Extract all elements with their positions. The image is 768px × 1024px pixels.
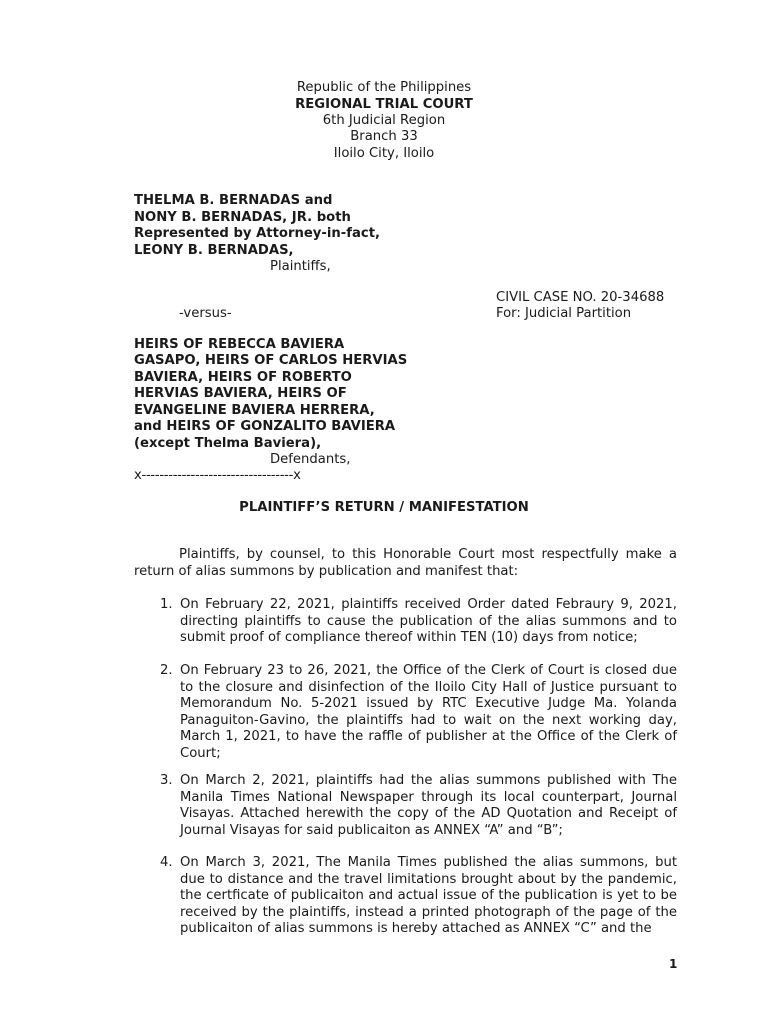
caption-separator: x----------------------------------x (134, 468, 301, 483)
header-republic: Republic of the Philippines (296, 80, 472, 95)
header-city: Iloilo City, Iloilo (333, 146, 435, 161)
versus-label: -versus- (179, 306, 232, 321)
header-court: REGIONAL TRIAL COURT (295, 97, 473, 112)
plaintiff-line: Represented by Attorney-in-fact, (134, 226, 381, 241)
defendant-line: (except Thelma Baviera), (134, 436, 322, 451)
defendant-line: HEIRS OF REBECCA BAVIERA (134, 337, 345, 352)
document-title: PLAINTIFF’S RETURN / MANIFESTATION (239, 500, 529, 515)
item-text: On February 23 to 26, 2021, the Office of the Clerk of Court is closed due to the closure and disinfection of the Iloilo City Hall of Justice pursuant to Memorandum No. 5-2021 issued by RTC Executive Judge Ma. Yolanda Panaguiton-Gavino, the plaintiffs had to wait on the next working day, March 1, 2021, to have the raffle of publisher at the Office of the Clerk of Court; (180, 663, 677, 761)
item-text: On March 2, 2021, plaintiffs had the alias summons published with The Manila Times National Newspaper through its local counterpart, Journal Visayas. Attached herewith the copy of the AD Quotation and Receipt of Journal Visayas for said publicaiton as ANNEX “A” and “B”; (180, 773, 677, 838)
item-number: 1. (160, 597, 173, 612)
item-number: 4. (160, 855, 173, 870)
item-text: On February 22, 2021, plaintiffs received Order dated Febraury 9, 2021, directing plaintiffs to cause the publication of the alias summons and to submit proof of compliance thereof within TEN (10) days from notice; (180, 597, 677, 645)
plaintiffs-role: Plaintiffs, (270, 259, 331, 274)
defendant-line: EVANGELINE BAVIERA HERRERA, (134, 403, 375, 418)
item-number: 2. (160, 663, 173, 678)
item-number: 3. (160, 773, 173, 788)
header-region: 6th Judicial Region (322, 113, 446, 128)
defendant-line: HERVIAS BAVIERA, HEIRS OF (134, 386, 347, 401)
defendant-line: and HEIRS OF GONZALITO BAVIERA (134, 419, 396, 434)
defendant-line: GASAPO, HEIRS OF CARLOS HERVIAS (134, 353, 408, 368)
defendants-role: Defendants, (270, 452, 351, 467)
case-subject: For: Judicial Partition (496, 306, 632, 321)
defendant-line: BAVIERA, HEIRS OF ROBERTO (134, 370, 352, 385)
page-number: 1 (669, 957, 678, 971)
case-number: CIVIL CASE NO. 20-34688 (496, 290, 665, 305)
plaintiff-line: LEONY B. BERNADAS, (134, 243, 294, 258)
intro-paragraph: Plaintiffs, by counsel, to this Honorable Court most respectfully make a return of alias summons by publication and manifest that: (134, 547, 677, 579)
plaintiff-line: THELMA B. BERNADAS and (134, 193, 333, 208)
plaintiff-line: NONY B. BERNADAS, JR. both (134, 210, 351, 225)
header-branch: Branch 33 (350, 129, 418, 144)
item-text: On March 3, 2021, The Manila Times published the alias summons, but due to distance and the travel limitations brought about by the pandemic, the certficate of publicaiton and actual issue of the publication is yet to be received by the plaintiffs, instead a printed photograph of the page of the publicaiton of alias summons is hereby attached as ANNEX “C” and the (180, 855, 677, 936)
